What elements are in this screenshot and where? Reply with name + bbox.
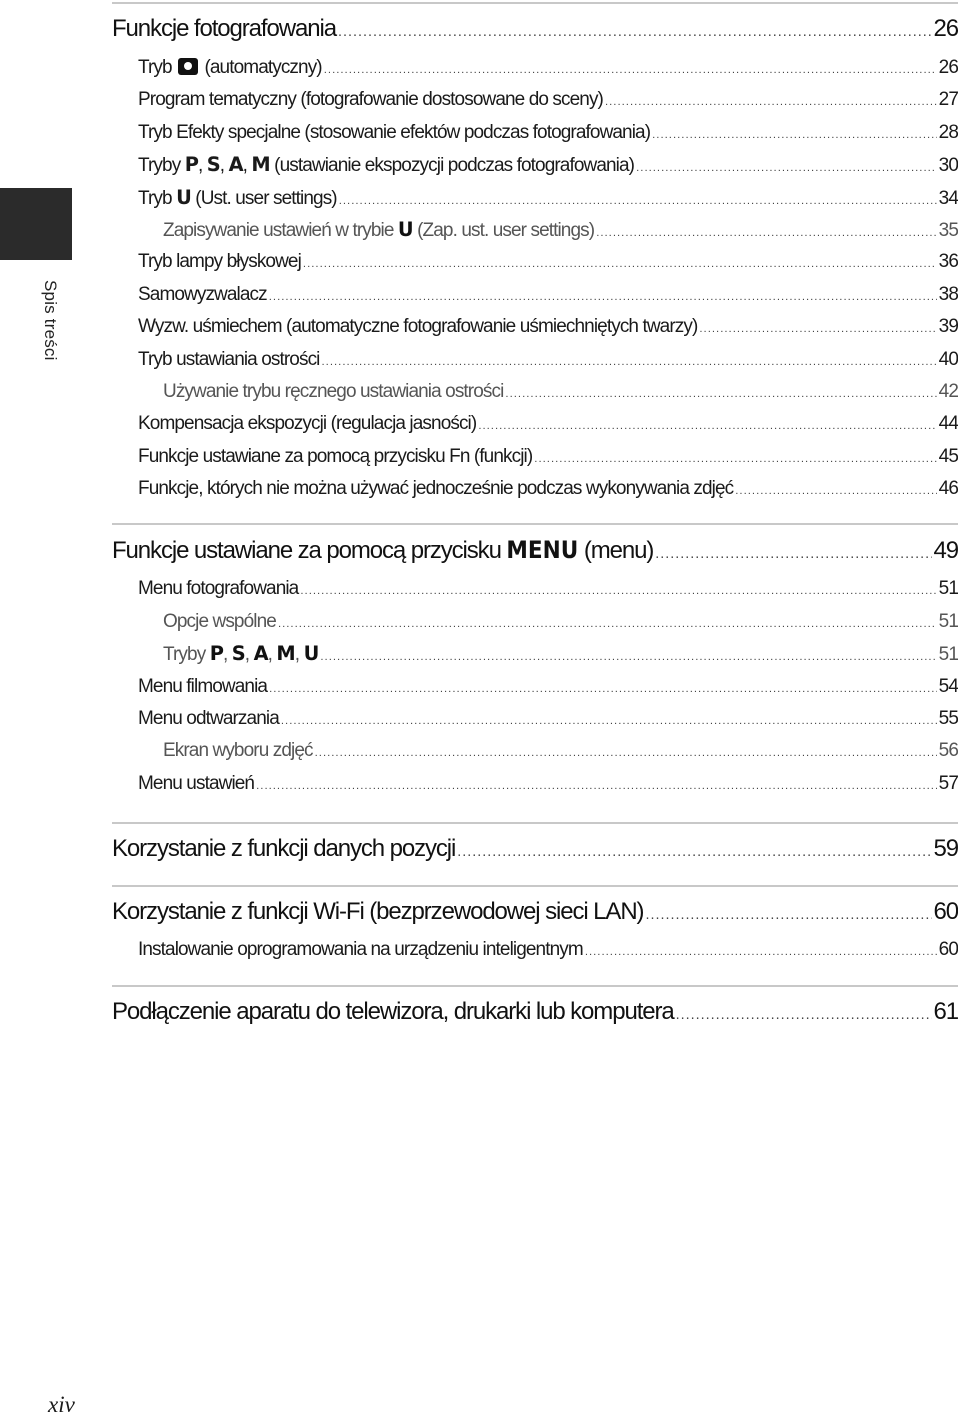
mode-s-icon: S: [231, 642, 245, 666]
toc-entry[interactable]: Tryb Efekty specjalne (stosowanie efektów podczas fotografowania) ..... 28: [138, 117, 958, 149]
toc-entry[interactable]: Samowyzwalacz ..... 38: [138, 279, 958, 311]
toc-section: [112, 987, 958, 1032]
toc-section: [112, 824, 958, 869]
toc-heading[interactable]: Korzystanie z funkcji Wi-Fi (bezprzewodowej sieci LAN) ..... 60: [112, 892, 958, 932]
toc-entry[interactable]: Menu fotografowania ..... 51: [138, 573, 958, 605]
mode-p-icon: P: [209, 642, 223, 666]
toc-subentry[interactable]: Używanie trybu ręcznego ustawiania ostrości ..... 42: [163, 376, 958, 408]
toc-heading[interactable]: Korzystanie z funkcji danych pozycji ..... 59: [112, 829, 958, 869]
mode-a-icon: A: [253, 642, 268, 666]
toc-entry[interactable]: Menu odtwarzania ..... 55: [138, 703, 958, 735]
toc-section: [112, 887, 958, 966]
page-number: xiv: [48, 1392, 75, 1417]
toc-subentry[interactable]: Zapisywanie ustawień w trybie U (Zap. ust. user settings) ..... 35: [163, 214, 958, 246]
toc-heading[interactable]: Funkcje ustawiane za pomocą przycisku MENU (menu) ..... 49: [112, 530, 958, 570]
toc-entry[interactable]: Tryb ustawiania ostrości ..... 40: [138, 344, 958, 376]
toc-entry[interactable]: Tryby P, S, A, M (ustawianie ekspozycji podczas fotografowania) ..... 30: [138, 149, 958, 181]
auto-mode-icon: [178, 58, 198, 75]
mode-u-icon: U: [176, 185, 191, 209]
mode-a-icon: A: [228, 153, 243, 177]
section-tab-marker[interactable]: [0, 188, 72, 260]
mode-s-icon: S: [206, 153, 220, 177]
mode-p-icon: P: [184, 153, 198, 177]
mode-m-icon: M: [251, 153, 270, 177]
toc-entry[interactable]: Instalowanie oprogramowania na urządzeniu inteligentnym ..... 60: [138, 934, 958, 966]
table-of-contents: [112, 0, 958, 1032]
toc-entry[interactable]: Menu ustawień ..... 57: [138, 768, 958, 800]
toc-entry[interactable]: Program tematyczny (fotografowanie dostosowane do sceny) ..... 27: [138, 84, 958, 116]
menu-button-icon: MENU: [506, 536, 579, 565]
toc-entry[interactable]: Menu filmowania ..... 54: [138, 671, 958, 703]
toc-heading[interactable]: Funkcje fotografowania ..... 26: [112, 9, 958, 49]
toc-heading[interactable]: Podłączenie aparatu do telewizora, drukarki lub komputera ..... 61: [112, 992, 958, 1032]
toc-entry[interactable]: Tryb U (Ust. user settings) ..... 34: [138, 182, 958, 214]
toc-entry[interactable]: Kompensacja ekspozycji (regulacja jasności) ..... 44: [138, 408, 958, 440]
toc-section: [112, 4, 958, 505]
toc-entry[interactable]: Wyzw. uśmiechem (automatyczne fotografowanie uśmiechniętych twarzy) ..... 39: [138, 311, 958, 343]
toc-subentry[interactable]: Opcje wspólne ..... 51: [163, 606, 958, 638]
mode-m-icon: M: [276, 642, 295, 666]
mode-u-icon: U: [303, 642, 319, 666]
toc-subentry[interactable]: Ekran wyboru zdjęć ..... 56: [163, 735, 958, 767]
toc-subentry[interactable]: Tryby P, S, A, M, U ..... 51: [163, 638, 958, 670]
toc-entry[interactable]: Funkcje, których nie można używać jednocześnie podczas wykonywania zdjęć ..... 46: [138, 473, 958, 505]
toc-entry[interactable]: Tryb lampy błyskowej ..... 36: [138, 246, 958, 278]
mode-u-icon: U: [397, 217, 413, 241]
toc-section: [112, 525, 958, 800]
toc-entry[interactable]: Funkcje ustawiane za pomocą przycisku Fn (funkcji) ..... 45: [138, 441, 958, 473]
toc-entry[interactable]: Tryb (automatyczny) ..... 26: [138, 52, 958, 84]
section-tab-label: Spis treści: [41, 280, 60, 361]
